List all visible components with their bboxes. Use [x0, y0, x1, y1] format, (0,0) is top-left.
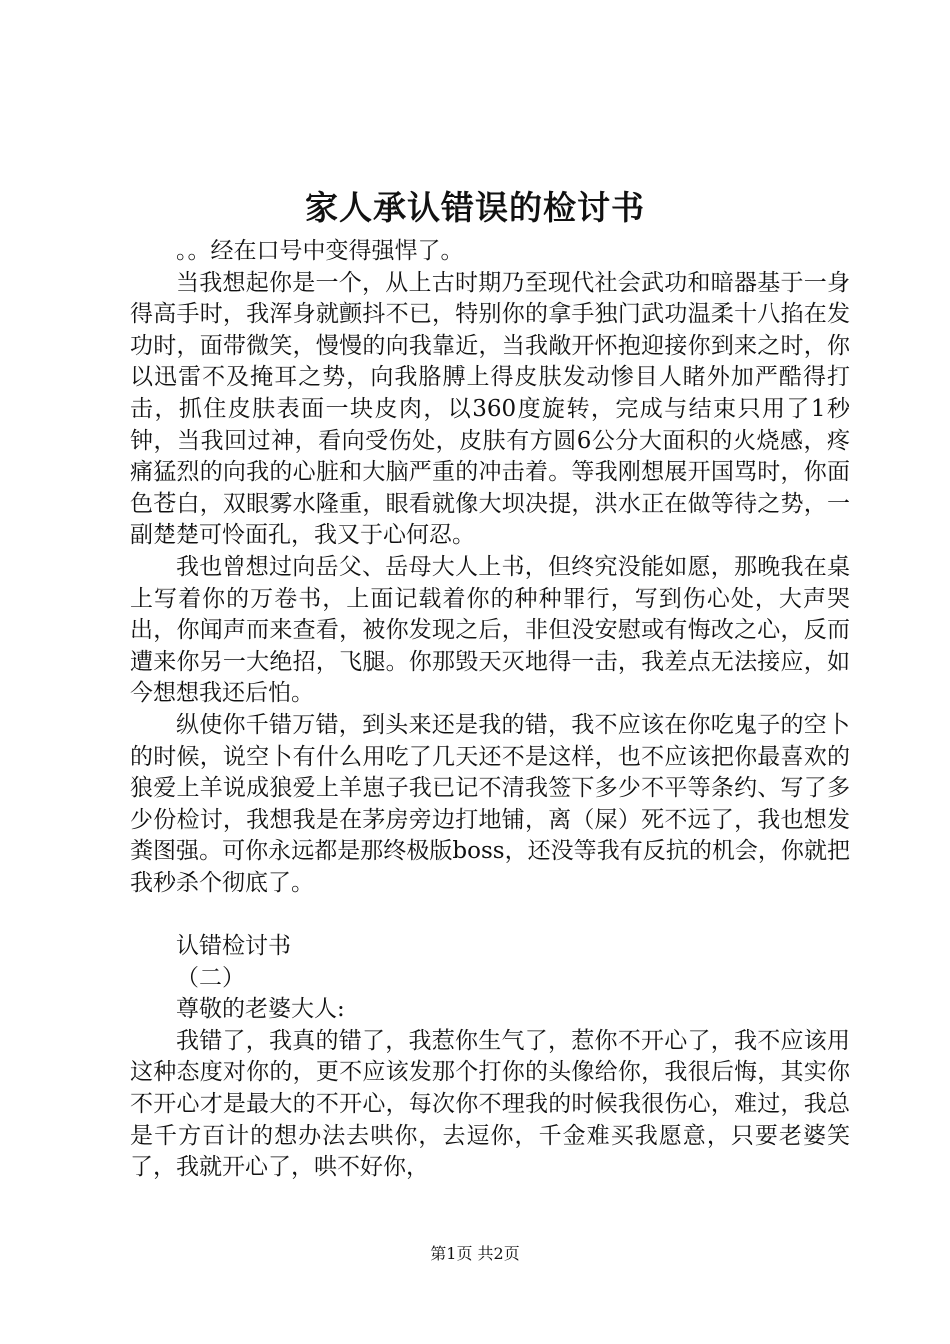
section-heading: 认错检讨书 — [176, 933, 291, 960]
document-title: 家人承认错误的检讨书 — [305, 188, 645, 227]
section-paragraph: 我错了，我真的错了，我惹你生气了，惹你不开心了，我不应该用这种态度对你的，更不应该发那个打你的头像给你，我很后悔，其实你不开心才是最大的不开心，每次你不理我的时候我很伤心，难过，我总是千方百计的想办法去哄你，去逗你，千金难买我愿意，只要老婆笑了，我就开心了，哄不好你， — [130, 1027, 850, 1181]
paragraph-4: 纵使你千错万错，到头来还是我的错，我不应该在你吃鬼子的空卜的时候，说空卜有什么用吃了几天还不是这样，也不应该把你最喜欢的狼爱上羊说成狼爱上羊崽子我已记不清我签下多少不平等条约、写了多少份检讨，我想我是在茅房旁边打地铺，离（屎）死不远了，我也想发粪图强。可你永远都是那终极版boss，还没等我有反抗的机会，你就把我秒杀个彻底了。 — [130, 711, 850, 896]
salutation: 尊敬的老婆大人: — [176, 996, 345, 1023]
paragraph-1: 。。经在口号中变得强悍了。 — [176, 238, 464, 264]
paragraph-2: 当我想起你是一个，从上古时期乃至现代社会武功和暗器基于一身得高手时，我浑身就颤抖不已，特别你的拿手独门武功温柔十八掐在发功时，面带微笑，慢慢的向我靠近，当我敞开怀抱迎接你到来之时，你以迅雷不及掩耳之势，向我胳膊上得皮肤发动惨目人睹外加严酷得打击，抓住皮肤表面一块皮肉，以360度旋转，完成与结束只用了1秒钟，当我回过神，看向受伤处，皮肤有方圆6公分大面积的火烧感，疼痛猛烈的向我的心脏和大脑严重的冲击着。等我刚想展开国骂时，你面色苍白，双眼雾水隆重，眼看就像大坝决提，洪水正在做等待之势，一副楚楚可怜面孔，我又于心何忍。 — [130, 269, 850, 549]
document-body — [130, 236, 850, 1184]
paragraph-3: 我也曾想过向岳父、岳母大人上书，但终究没能如愿，那晚我在桌上写着你的万卷书，上面记载着你的种种罪行，写到伤心处，大声哭出，你闻声而来查看，被你发现之后，非但没安慰或有悔改之心，反而遭来你另一大绝招，飞腿。你那毁天灭地得一击，我差点无法接应，如今想想我还后怕。 — [130, 553, 850, 707]
paragraph-gap — [130, 899, 850, 931]
page-indicator: 第1页 共2页 — [430, 1244, 520, 1263]
section-number: （二） — [176, 964, 245, 991]
